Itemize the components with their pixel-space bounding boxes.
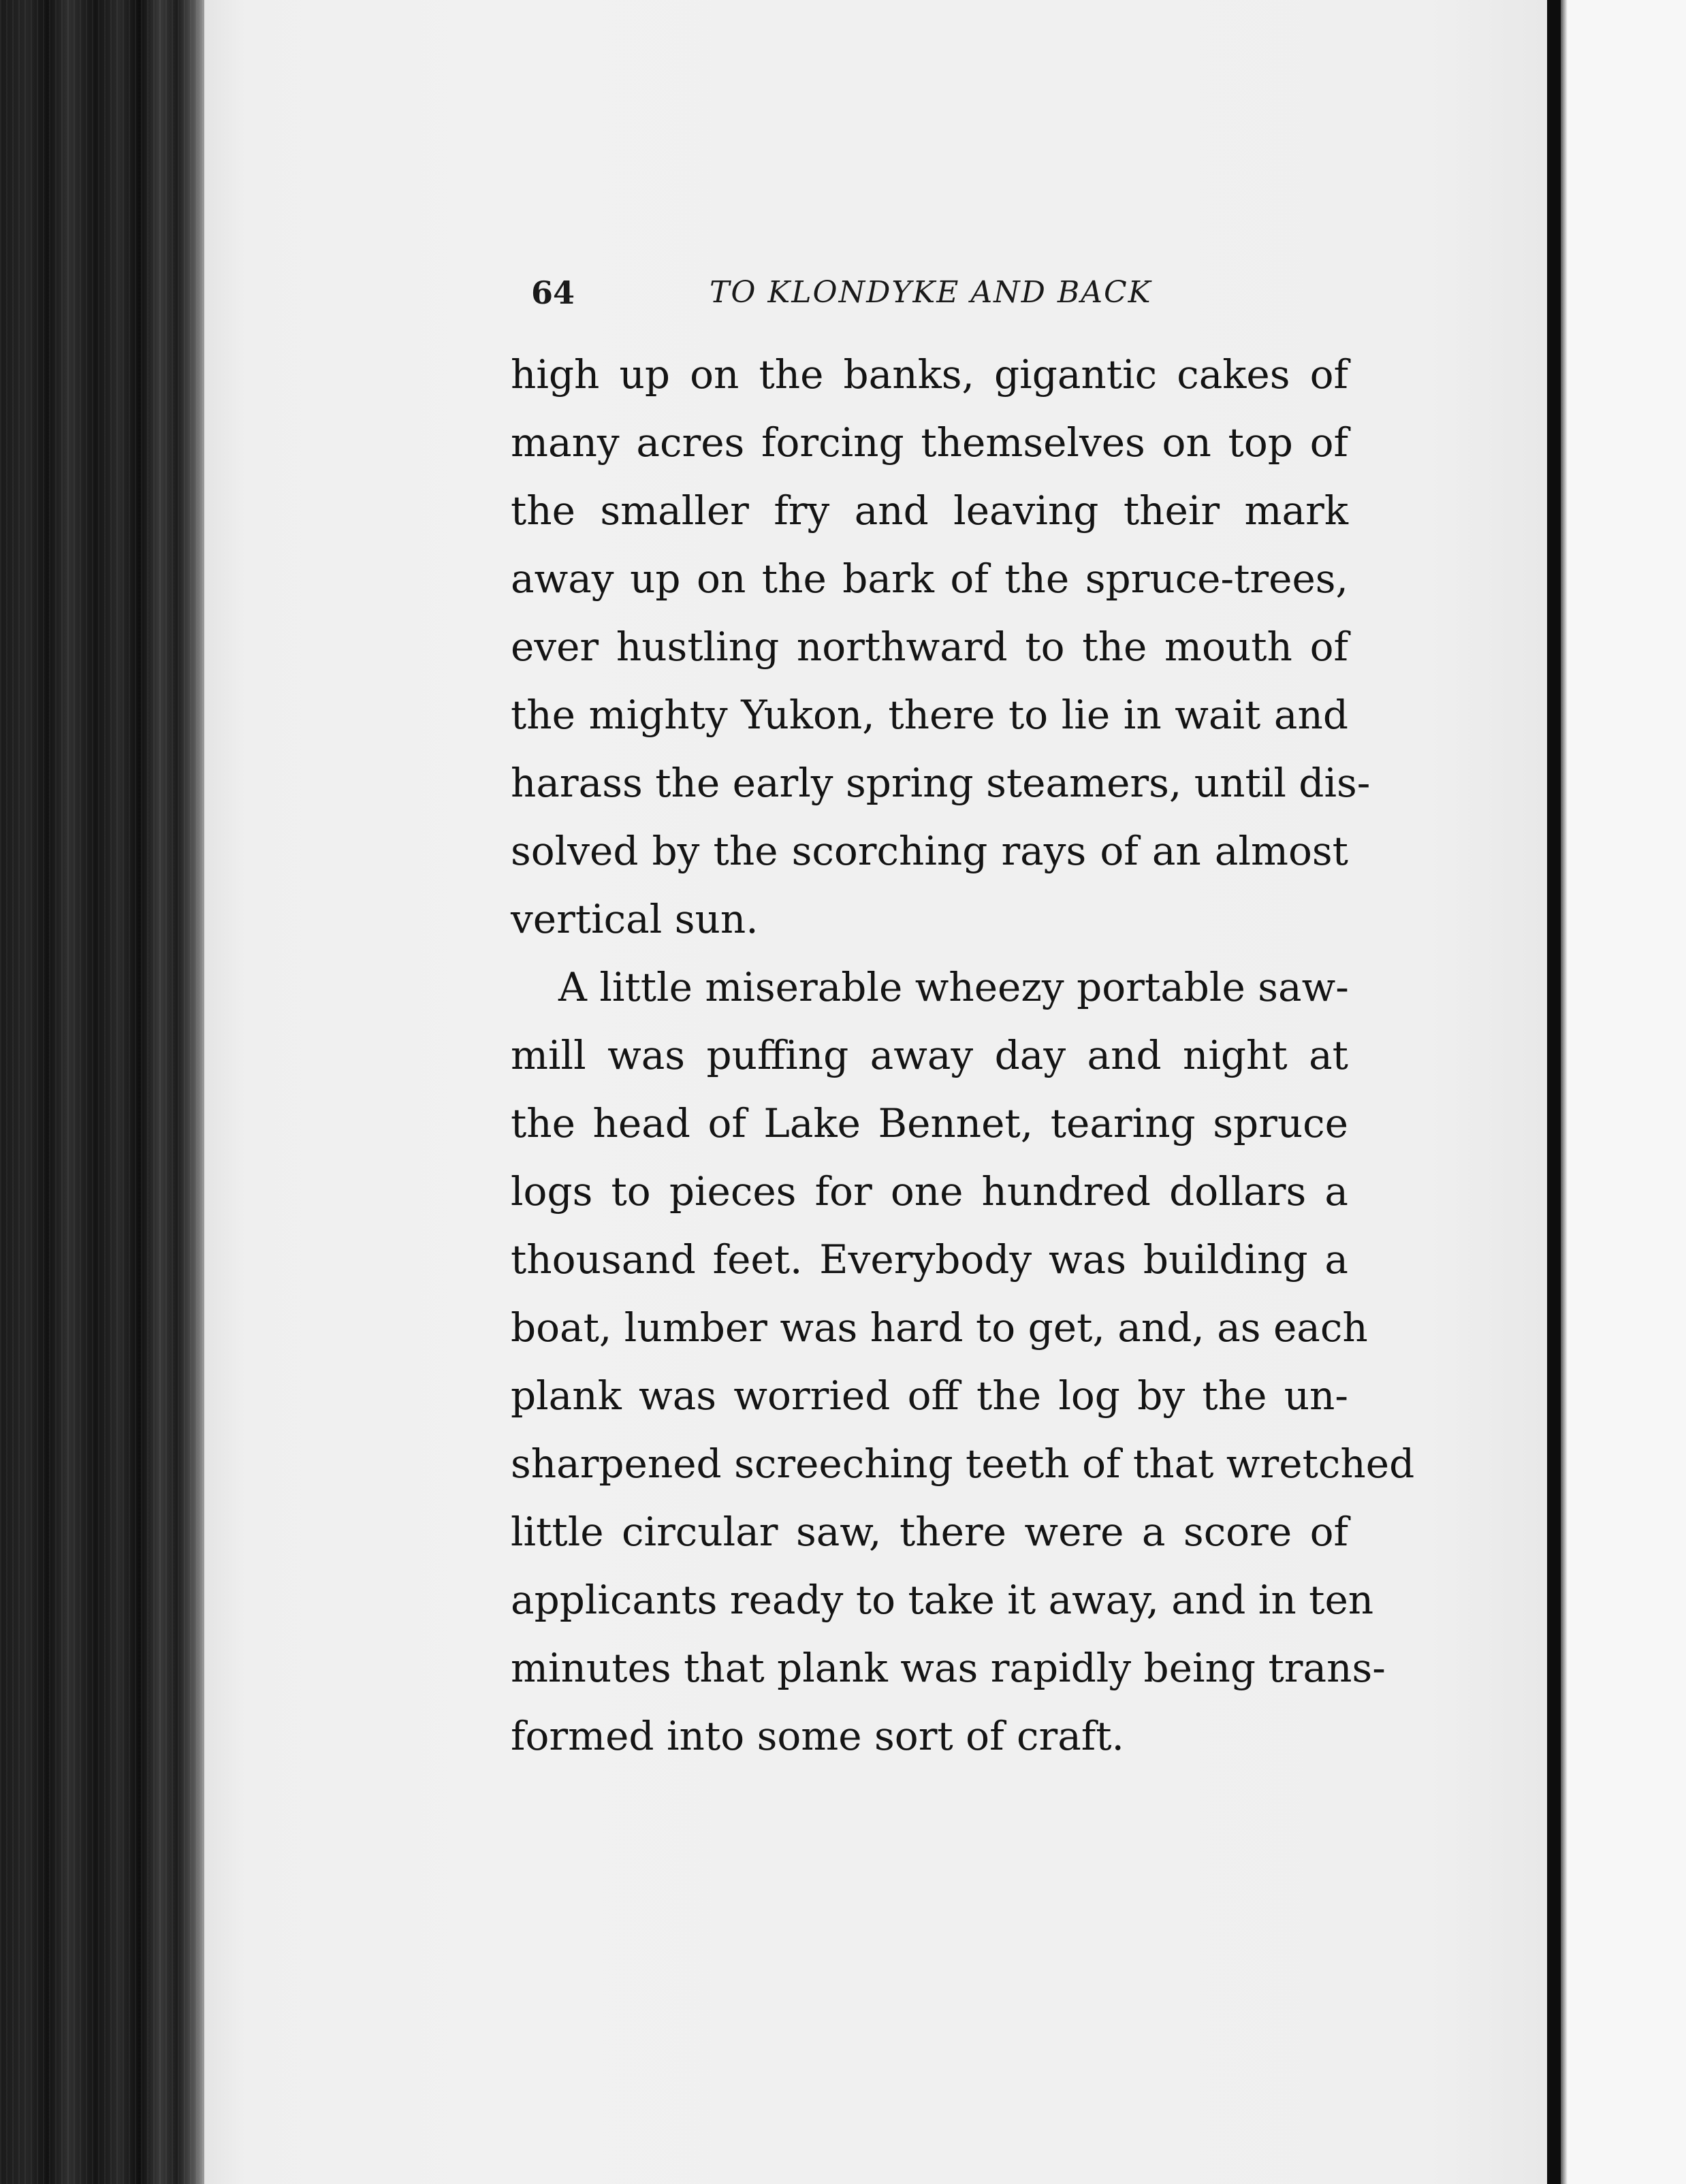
text-line: logs to pieces for one hundred dollars a bbox=[511, 1168, 1348, 1215]
text-line: applicants ready to take it away, and in ten bbox=[511, 1577, 1374, 1623]
body-text bbox=[511, 340, 1415, 1770]
text-line: ever hustling northward to the mouth of bbox=[511, 624, 1348, 670]
text-line: plank was worried off the log by the un- bbox=[511, 1372, 1348, 1419]
next-page-edge bbox=[1561, 0, 1686, 2184]
text-line: vertical sun. bbox=[511, 896, 759, 942]
running-head: TO KLONDYKE AND BACK bbox=[710, 275, 1152, 310]
spine-texture bbox=[0, 0, 204, 2184]
text-line: formed into some sort of craft. bbox=[511, 1713, 1124, 1759]
text-line: boat, lumber was hard to get, and, as each bbox=[511, 1304, 1368, 1351]
paragraph-1 bbox=[511, 340, 1371, 953]
text-line: minutes that plank was rapidly being trans- bbox=[511, 1645, 1386, 1691]
page-number: 64 bbox=[531, 274, 575, 311]
page-gutter bbox=[1547, 0, 1561, 2184]
text-line: little circular saw, there were a score of bbox=[511, 1509, 1348, 1555]
page-header bbox=[531, 266, 1212, 320]
text-line: mill was puffing away day and night at bbox=[511, 1032, 1348, 1078]
text-line: the head of Lake Bennet, tearing spruce bbox=[511, 1100, 1348, 1146]
text-line: A little miserable wheezy portable saw- bbox=[558, 964, 1349, 1010]
next-page-shadow bbox=[1561, 0, 1568, 2184]
text-line: high up on the banks, gigantic cakes of bbox=[511, 351, 1348, 398]
text-line: harass the early spring steamers, until dis- bbox=[511, 760, 1371, 806]
text-line: thousand feet. Everybody was building a bbox=[511, 1236, 1348, 1283]
text-line: sharpened screeching teeth of that wretched bbox=[511, 1441, 1415, 1487]
text-line: the smaller fry and leaving their mark bbox=[511, 487, 1348, 534]
text-line: the mighty Yukon, there to lie in wait and bbox=[511, 692, 1348, 738]
paragraph-2 bbox=[511, 953, 1415, 1770]
text-line: away up on the bark of the spruce-trees, bbox=[511, 556, 1348, 602]
text-line: many acres forcing themselves on top of bbox=[511, 419, 1348, 466]
text-line: solved by the scorching rays of an almost bbox=[511, 828, 1348, 874]
